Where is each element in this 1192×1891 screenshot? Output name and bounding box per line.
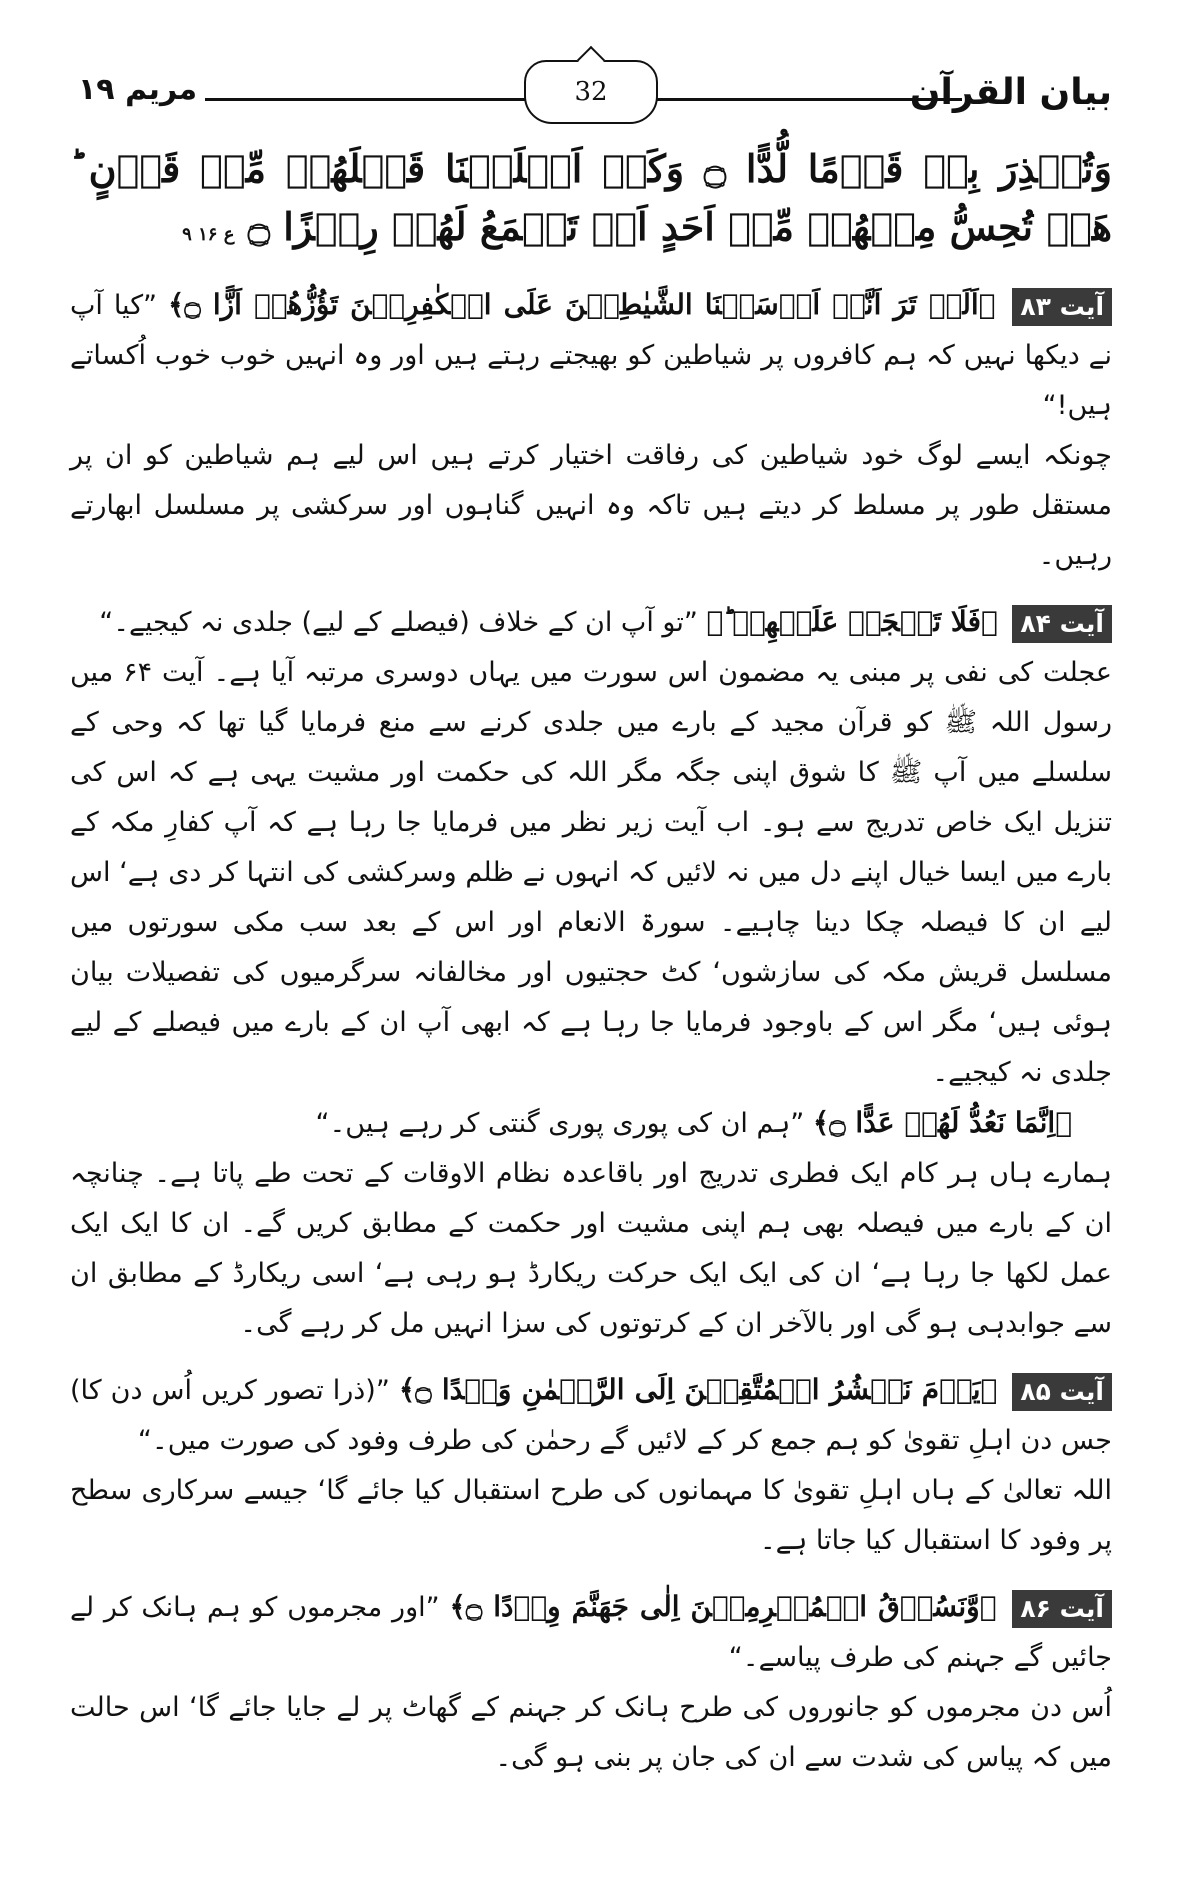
ayah-arabic: ﴿وَّنَسُوۡقُ الۡمُجۡرِمِيۡنَ اِلٰى جَهَنَّمَ وِرۡدًا ۝﴾: [449, 1590, 997, 1623]
commentary-paragraph: اللہ تعالیٰ کے ہاں اہلِ تقویٰ کا مہمانوں کی طرح استقبال کیا جائے گا‘ جیسے سرکاری سطح پر وفود کا استقبال کیا جاتا ہے۔: [70, 1475, 1112, 1556]
inline-quote-translation: ”ہم ان کی پوری پوری گنتی کر رہے ہیں۔“: [315, 1108, 805, 1139]
book-title: بیان القرآن: [909, 72, 1112, 113]
surah-name: مریم ۱۹: [70, 72, 205, 107]
commentary-paragraph: ہمارے ہاں ہر کام ایک فطری تدریج اور باقاعدہ نظام الاوقات کے تحت طے پاتا ہے۔ چنانچہ ان کے بارے میں فیصلہ بھی ہم اپنی مشیت اور حکمت کے مطابق کریں گے۔ ان کا ایک ایک عمل لکھا جا رہا ہے‘ ان کی ایک ایک حرکت ریکارڈ ہو رہی ہے‘ اسی ریکارڈ کے مطابق ان سے جوابدہی ہو گی اور بالآخر ان کے کرتوتوں کی سزا انہیں مل کر رہے گی۔: [70, 1158, 1112, 1339]
inline-quote-arabic: ﴿اِنَّمَا نَعُدُّ لَهُمۡ عَدًّا ۝﴾: [812, 1106, 1072, 1139]
commentary-paragraph: چونکہ ایسے لوگ خود شیاطین کی رفاقت اختیار کرتے ہیں اس لیے ہم شیاطین کو ان پر مستقل طور پر مسلط کر دیتے ہیں تاکہ وہ انہیں گناہوں اور سرکشی پر مسلسل ابھارتے رہیں۔: [70, 440, 1112, 571]
commentary-paragraph: عجلت کی نفی پر مبنی یہ مضمون اس سورت میں یہاں دوسری مرتبہ آیا ہے۔ آیت ۶۴ میں رسول اللہ ﷺ کو قرآن مجید کے بارے میں جلدی کرنے سے منع فرمایا گیا تھا کہ وحی کے سلسلے میں آپ ﷺ کا شوق اپنی جگہ مگر اللہ کی حکمت اور مشیت یہی ہے کہ اس کی تنزیل ایک خاص تدریج سے ہو۔ اب آیت زیر نظر میں فرمایا جا رہا ہے کہ آپ کفارِ مکہ کے بارے میں ایسا خیال اپنے دل میں نہ لائیں کہ انہوں نے ظلم وسرکشی کی انتہا کر دی ہے‘ اس لیے ان کا فیصلہ چکا دینا چاہیے۔ سورۃ الانعام اور اس کے بعد سب مکی سورتوں میں مسلسل قریش مکہ کی سازشوں‘ کٹ حجتیوں اور مخالفانہ سرگرمیوں کی تفصیلات بیان ہوئی ہیں‘ مگر اس کے باوجود فرمایا جا رہا ہے کہ ابھی آپ ان کے بارے میں فیصلے کے لیے جلدی نہ کیجیے۔: [70, 657, 1112, 1088]
ayah-section-85: [70, 1365, 1112, 1566]
ayah-section-83: [70, 280, 1112, 581]
ayah-section-86: [70, 1582, 1112, 1783]
ayah-label: آیت ۸۴: [1012, 605, 1112, 643]
ayah-label: آیت ۸۶: [1012, 1590, 1112, 1628]
ayah-translation: ”تو آپ ان کے خلاف (فیصلے کے لیے) جلدی نہ کیجیے۔“: [99, 607, 698, 638]
ayah-heading: [70, 597, 1112, 648]
opening-verse-text: وَتُنۡذِرَ بِهٖ قَوۡمًا لُّدًّا ۝ وَكَمۡ اَهۡلَكۡنَا قَبۡلَهُمۡ مِّنۡ قَرۡنٍ ؕ هَلۡ تُحِسُّ مِنۡهُمۡ مِّنۡ اَحَدٍ اَوۡ تَسۡمَعُ لَهُمۡ رِكۡزًا ۝: [70, 146, 1112, 249]
ayah-arabic: ﴿فَلَا تَعۡجَلۡ عَلَيۡهِمۡ ؕ﴾: [706, 605, 998, 638]
opening-verse: [70, 140, 1112, 264]
page-number: 32: [574, 77, 608, 107]
ayah-translation: ”کیا آپ نے دیکھا نہیں کہ ہم کافروں پر شیاطین کو بھیجتے رہتے ہیں اور وہ انہیں خوب خوب اُکساتے ہیں!“: [70, 290, 1112, 421]
page-number-badge: [524, 60, 658, 124]
ayah-heading: [70, 1582, 1112, 1683]
inline-verse-quote: [70, 1098, 1112, 1149]
page-content: [70, 140, 1112, 1783]
ayah-arabic: ﴿اَلَمۡ تَرَ اَنَّاۤ اَرۡسَلۡنَا الشَّيٰطِيۡنَ عَلَى الۡكٰفِرِيۡنَ تَؤُزُّهُمۡ اَزًّا ۝﴾: [167, 288, 996, 321]
page-header: [70, 60, 1112, 120]
commentary-paragraph: اُس دن مجرموں کو جانوروں کی طرح ہانک کر جہنم کے گھاٹ پر لے جایا جائے گا‘ اس حالت میں کہ پیاس کی شدت سے ان کی جان پر بنی ہو گی۔: [70, 1692, 1112, 1773]
ayah-translation: ”(ذرا تصور کریں اُس دن کا) جس دن اہلِ تقویٰ کو ہم جمع کر کے لائیں گے رحمٰن کی طرف وفود کی صورت میں۔“: [70, 1375, 1112, 1456]
ayah-label: آیت ۸۳: [1012, 288, 1112, 326]
rukoo-mark: ع ۱۶ ۹: [182, 224, 235, 245]
ayah-section-84: [70, 597, 1112, 1349]
ayah-heading: [70, 280, 1112, 431]
ayah-arabic: ﴿يَوۡمَ نَحۡشُرُ الۡمُتَّقِيۡنَ اِلَى الرَّحۡمٰنِ وَفۡدًا ۝﴾: [398, 1373, 998, 1406]
ayah-translation: ”اور مجرموں کو ہم ہانک کر لے جائیں گے جہنم کی طرف پیاسے۔“: [70, 1592, 1112, 1673]
ayah-heading: [70, 1365, 1112, 1466]
ayah-label: آیت ۸۵: [1012, 1373, 1112, 1411]
